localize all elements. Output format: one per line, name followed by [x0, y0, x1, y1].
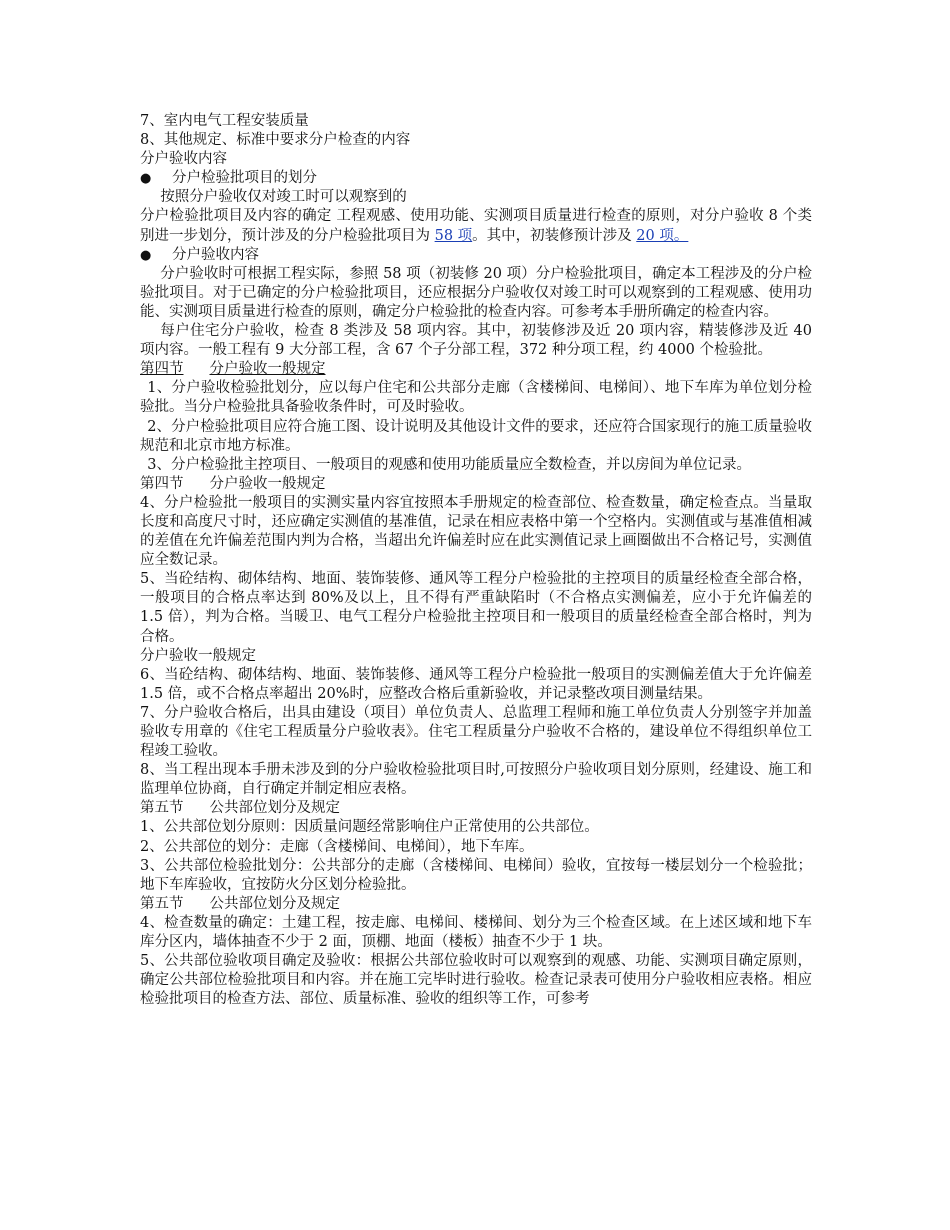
bullet-label: 分户检验批项目的划分 — [172, 170, 317, 187]
bullet-icon: ● — [140, 171, 152, 187]
paragraph: 2、公共部位的划分：走廊（含楼梯间、电梯间），地下车库。 — [140, 838, 534, 855]
paragraph: 3、分户检验批主控项目、一般项目的观感和使用功能质量应全数检查，并以房间为单位记录。 — [147, 456, 751, 473]
section-heading — [140, 475, 812, 494]
document-page — [140, 112, 812, 1009]
section-number: 第四节 — [140, 475, 184, 492]
text-run: 。其中，初装修预计涉及 — [472, 227, 637, 244]
section-title: 分户验收一般规定 — [209, 361, 326, 378]
bullet-item — [140, 246, 812, 265]
paragraph: 6、当砼结构、砌体结构、地面、装饰装修、通风等工程分户检验批一般项目的实测偏差值大于允许偏差 1.5 倍，或不合格点率超出 20%时，应整改合格后重新验收，并记录整改项目测量结果。 — [140, 666, 812, 702]
text-line: 按照分户验收仅对竣工时可以观察到的 — [160, 189, 407, 206]
paragraph: 4、分户检验批一般项目的实测实量内容宜按照本手册规定的检查部位、检查数量，确定检查点。当量取长度和高度尺寸时，还应确定实测值的基准值，记录在相应表格中第一个空格内。实测值或与基准值相减的差值在允许偏差范围内判为合格，当超出允许偏差时应在此实测值记录上画圈做出不合格记号，实测值应全数记录。 — [140, 494, 812, 569]
section-heading — [140, 360, 812, 379]
paragraph: 5、当砼结构、砌体结构、地面、装饰装修、通风等工程分户检验批的主控项目的质量经检查全部合格，一般项目的合格点率达到 80%及以上，且不得有严重缺陷时（不合格点实测偏差，应小于允许偏差的 1.5 倍），判为合格。当暖卫、电气工程分户检验批主控项目和一般项目的质量经检查全部合格时，判为合格。 — [140, 571, 812, 645]
paragraph: 8、当工程出现本手册未涉及到的分户验收检验批项目时,可按照分户验收项目划分原则，经建设、施工和监理单位协商，自行确定并制定相应表格。 — [140, 762, 812, 798]
bullet-icon: ● — [140, 247, 152, 263]
paragraph: 3、公共部位检验批划分：公共部分的走廊（含楼梯间、电梯间）验收，宜按每一楼层划分一个检验批；地下车库验收，宜按防火分区划分检验批。 — [140, 857, 812, 893]
text-line: 分户验收内容 — [140, 151, 227, 168]
paragraph: 每户住宅分户验收，检查 8 类涉及 58 项内容。其中，初装修涉及近 20 项内容，精装修涉及近 40 项内容。一般工程有 9 大分部工程，含 67 个子分部工程，372 种分项工程，约 4000 个检验批。 — [140, 323, 812, 359]
section-number: 第四节 — [140, 361, 184, 378]
section-number: 第五节 — [140, 895, 184, 912]
paragraph: 分户验收时可根据工程实际，参照 58 项（初装修 20 项）分户检验批项目，确定本工程涉及的分户检验批项目。对于已确定的分户检验批项目，还应根据分户验收仅对竣工时可以观察到的工程观感、使用功能、实测项目质量进行检查的原则，确定分户检验批的检查内容。可参考本手册所确定的检查内容。 — [140, 265, 812, 320]
section-title: 公共部位划分及规定 — [209, 895, 340, 912]
section-heading — [140, 895, 812, 914]
link-58-items[interactable]: 58 项 — [434, 227, 473, 244]
section-heading — [140, 799, 812, 818]
paragraph: 1、分户验收检验批划分，应以每户住宅和公共部分走廊（含楼梯间、电梯间）、地下车库为单位划分检验批。当分户检验批具备验收条件时，可及时验收。 — [140, 380, 812, 416]
paragraph: 4、检查数量的确定：土建工程，按走廊、电梯间、楼梯间、划分为三个检查区域。在上述区域和地下车库分区内，墙体抽查不少于 2 面，顶棚、地面（楼板）抽查不少于 1 块。 — [140, 914, 812, 951]
bullet-item — [140, 169, 812, 188]
section-title: 分户验收一般规定 — [209, 475, 326, 492]
text-run: 分户检验批项目及内容的确定 工程观感、使用功能、实测项目质量进行检查的原则，对分户验收 8 个类别进一步划分，预计涉及的分户检验批项目为 — [140, 208, 812, 244]
paragraph: 1、公共部位划分原则：因质量问题经常影响住户正常使用的公共部位。 — [140, 819, 599, 836]
text-line: 8、其他规定、标准中要求分户检查的内容 — [140, 132, 411, 149]
paragraph — [140, 207, 812, 245]
section-title: 公共部位划分及规定 — [209, 800, 340, 817]
paragraph: 7、分户验收合格后，出具由建设（项目）单位负责人、总监理工程师和施工单位负责人分别签字并加盖验收专用章的《住宅工程质量分户验收表》。住宅工程质量分户验收不合格的，建设单位不得组织单位工程竣工验收。 — [140, 704, 812, 760]
paragraph: 5、公共部位验收项目确定及验收：根据公共部位验收时可以观察到的观感、功能、实测项目确定原则，确定公共部位检验批项目和内容。并在施工完毕时进行验收。检查记录表可使用分户验收相应表格。相应检验批项目的检查方法、部位、质量标准、验收的组织等工作，可参考 — [140, 953, 812, 1008]
section-number: 第五节 — [140, 800, 184, 817]
link-20-items[interactable]: 20 项。 — [636, 227, 689, 244]
text-line: 7、室内电气工程安装质量 — [140, 113, 309, 129]
bullet-label: 分户验收内容 — [172, 246, 259, 263]
paragraph: 2、分户检验批项目应符合施工图、设计说明及其他设计文件的要求，还应符合国家现行的施工质量验收规范和北京市地方标准。 — [140, 418, 812, 454]
section-heading: 分户验收一般规定 — [140, 647, 256, 664]
